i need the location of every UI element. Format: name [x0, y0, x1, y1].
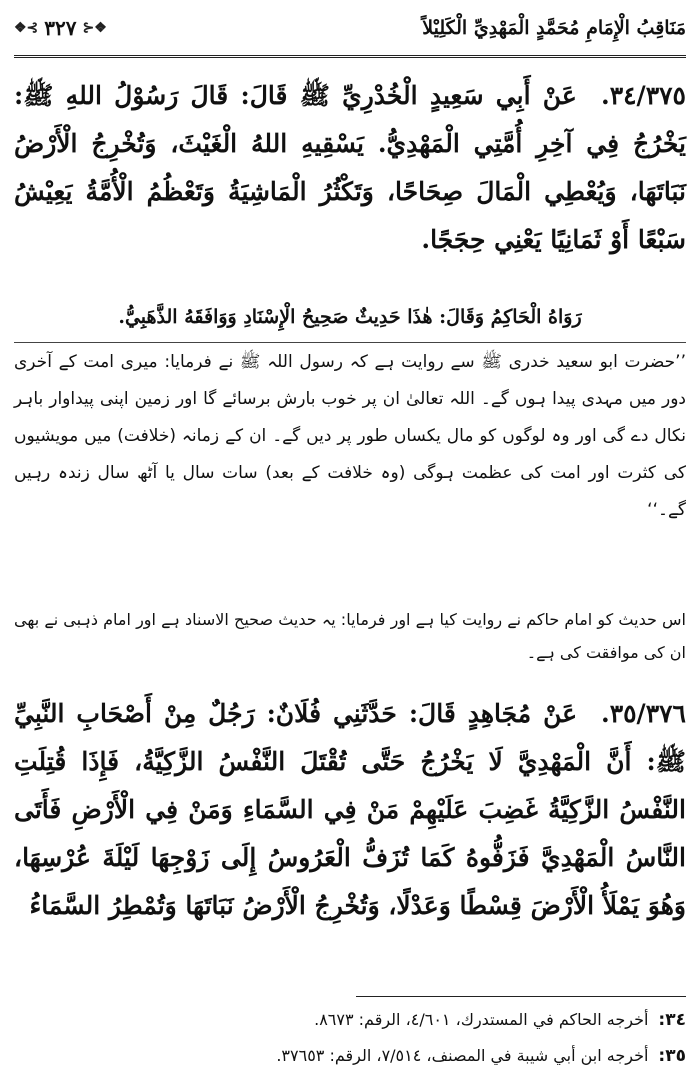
footnote-rule [356, 996, 686, 997]
urdu-note: اس حدیث کو امام حاکم نے روایت کیا ہے اور فرمایا: یہ حدیث صحیح الاسناد ہے اور امام ذہبی نے بھی ان کی موافقت کی ہے۔ [14, 610, 686, 662]
footnote [14, 1010, 686, 1030]
page-header [14, 8, 686, 48]
ornament-right-icon: ❖⊰ [82, 20, 107, 36]
ornament-left-icon: ⊱❖ [14, 20, 39, 36]
footnote-number: ٣٤: [658, 1010, 686, 1030]
hadith-376 [14, 690, 686, 980]
footnote-text: أخرجه الحاكم في المستدرك، ٤/٦٠١، الرقم: ٨٦٧٣. [314, 1010, 649, 1029]
hadith-text: عَنْ أَبِي سَعِيدٍ الْخُدْرِيِّ ﷺ قَالَ: قَالَ رَسُوْلُ اللهِ ﷺ: يَخْرُجُ فِي آخِرِ أُمَّتِي الْمَهْدِيُّ. يَسْقِيهِ اللهُ الْغَيْثَ، وَتُخْرِجُ الْأَرْضُ نَبَاتَهَا، وَيُعْطِي الْمَالَ صِحَاحًا، وَتَكْثُرُ الْمَاشِيَةُ وَتَعْظُمُ الْأُمَّةُ يَعِيْشُ سَبْعًا أَوْ ثَمَانِيًا يَعْنِي حِجَجًا. [14, 81, 686, 254]
footnote-text: أخرجه ابن أبي شيبة في المصنف، ٧/٥١٤، الرقم: ٣٧٦٥٣. [276, 1046, 649, 1065]
urdu-translation: ’’حضرت ابو سعید خدری ﷺ سے روایت ہے کہ رسول اللہ ﷺ نے فرمایا: میری امت کے آخری دور میں مہدی پیدا ہوں گے۔ اللہ تعالیٰ ان پر خوب بارش برسائے گا اور زمین اپنی پیداوار باہر نکال دے گی اور وہ لوگوں کو مال یکساں طور پر دیں گے۔ ان کے زمانہ (خلافت) میں مویشیوں کی کثرت اور امت کی عظمت ہوگی (وہ خلافت کے بعد) سات سال یا آٹھ سال زندہ رہیں گے۔‘‘ [14, 352, 686, 520]
footnote [14, 1046, 686, 1066]
hadith-number: ٣٥/٣٧٦. [600, 699, 686, 728]
running-title: مَنَاقِبُ الْإِمَامِ مُحَمَّدٍ الْمَهْدِيِّ الْكَلِيْلاً [422, 17, 686, 39]
header-rule [14, 55, 686, 58]
page-number: ٣٢٧ [44, 16, 77, 40]
hadith-attribution: رَوَاهُ الْحَاكِمُ وَقَالَ: هٰذَا حَدِيثٌ صَحِيحُ الْإِسْنَادِ وَوَافَقَهُ الذَّهَبِيُّ. [118, 306, 582, 328]
hadith-text: عَنْ مُجَاهِدٍ قَالَ: حَدَّثَنِي فُلَانٌ: رَجُلٌ مِنْ أَصْحَابِ النَّبِيِّ ﷺ: أَنَّ الْمَهْدِيَّ لَا يَخْرُجُ حَتَّى تُقْتَلَ النَّفْسُ الزَّكِيَّةُ، فَإِذَا قُتِلَتِ النَّفْسُ الزَّكِيَّةُ غَضِبَ عَلَيْهِمْ مَنْ فِي السَّمَاءِ وَمَنْ فِي الْأَرْضِ فَأَتَى النَّاسُ الْمَهْدِيَّ فَزَفُّوهُ كَمَا تُزَفُّ الْعَرُوسُ إِلَى زَوْجِهَا لَيْلَةَ عُرْسِهَا، وَهُوَ يَمْلَأُ الْأَرْضَ قِسْطًا وَعَدْلًا، وَتُخْرِجُ الْأَرْضُ نَبَاتَهَا وَتُمْطِرُ السَّمَاءُ [14, 699, 686, 920]
hadith-number: ٣٤/٣٧٥. [600, 81, 686, 110]
footnote-number: ٣٥: [658, 1046, 686, 1066]
hadith-375 [14, 72, 686, 264]
page-number-box [14, 16, 107, 40]
section-divider [14, 342, 686, 343]
